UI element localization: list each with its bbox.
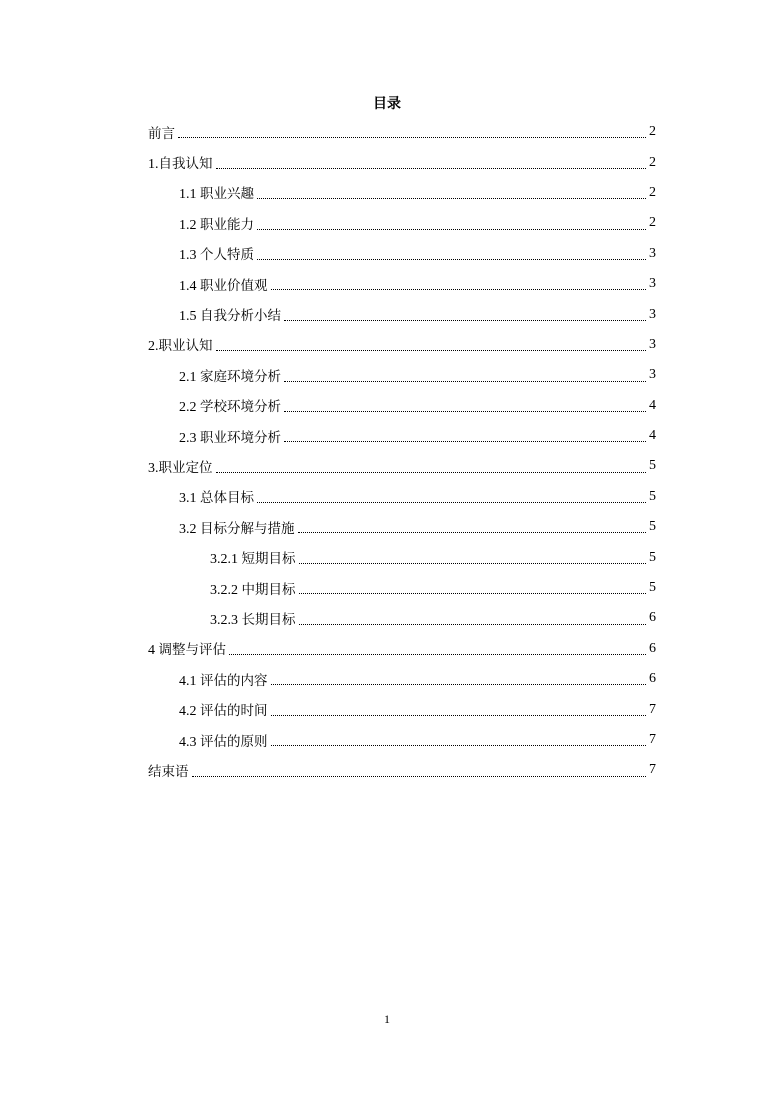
toc-entry-number: 3.2.3 xyxy=(210,612,242,628)
toc-dot-leader xyxy=(299,562,647,564)
toc-dot-leader xyxy=(284,319,646,321)
toc-dot-leader xyxy=(257,197,646,199)
toc-entry-label: 职业定位 xyxy=(158,459,213,476)
toc-entry-page: 6 xyxy=(649,671,656,687)
toc-entry-label: 调整与评估 xyxy=(158,642,226,659)
toc-dot-leader xyxy=(257,258,646,260)
toc-entry-number: 1.3 xyxy=(179,248,200,264)
toc-entry-page: 3 xyxy=(649,367,656,383)
toc-entry-career-environment[interactable] xyxy=(0,421,774,451)
toc-entry-number: 2.3 xyxy=(179,430,200,446)
toc-entry-career-awareness[interactable] xyxy=(0,330,774,360)
toc-entry-number: 2.1 xyxy=(179,369,200,385)
toc-entry-label: 总体目标 xyxy=(200,490,254,507)
toc-dot-leader xyxy=(299,592,647,594)
toc-entry-personal-traits[interactable] xyxy=(0,239,774,269)
toc-entry-label: 中期目标 xyxy=(241,581,296,598)
toc-entry-self-analysis-summary[interactable] xyxy=(0,299,774,329)
toc-entry-conclusion[interactable] xyxy=(0,755,774,785)
toc-dot-leader xyxy=(178,136,646,138)
page-number: 1 xyxy=(384,1012,390,1026)
toc-entry-label: 自我分析小结 xyxy=(200,308,281,325)
toc-entry-number: 1.1 xyxy=(179,187,200,203)
toc-entry-label: 职业认知 xyxy=(158,338,213,355)
toc-dot-leader xyxy=(271,714,647,716)
toc-entry-page: 5 xyxy=(649,549,656,565)
toc-entry-number: 2.2 xyxy=(179,400,200,416)
toc-entry-number: 3.2.1 xyxy=(210,552,242,568)
toc-entry-evaluation-content[interactable] xyxy=(0,664,774,694)
toc-dot-leader xyxy=(229,653,646,655)
toc-entry-preface[interactable] xyxy=(0,117,774,147)
toc-entry-page: 2 xyxy=(649,184,656,200)
toc-entry-page: 5 xyxy=(649,519,656,535)
toc-entry-label: 长期目标 xyxy=(241,611,296,628)
toc-entry-page: 7 xyxy=(649,762,656,778)
toc-entry-career-ability[interactable] xyxy=(0,208,774,238)
toc-entry-label: 学校环境分析 xyxy=(200,399,281,416)
toc-entry-number: 4 xyxy=(148,643,159,659)
toc-entry-page: 2 xyxy=(649,154,656,170)
toc-entry-page: 6 xyxy=(649,640,656,656)
toc-dot-leader xyxy=(271,683,647,685)
toc-dot-leader xyxy=(216,167,647,169)
toc-entry-label: 评估的原则 xyxy=(200,733,268,750)
toc-entry-number: 1.4 xyxy=(179,278,200,294)
toc-entry-short-term-goal[interactable] xyxy=(0,542,774,572)
toc-entry-evaluation-principles[interactable] xyxy=(0,725,774,755)
toc-entry-page: 2 xyxy=(649,215,656,231)
toc-entry-page: 3 xyxy=(649,336,656,352)
toc-dot-leader xyxy=(284,410,646,412)
toc-entry-label: 自我认知 xyxy=(158,156,213,173)
toc-entry-family-environment[interactable] xyxy=(0,360,774,390)
toc-entry-evaluation-time[interactable] xyxy=(0,694,774,724)
toc-entry-overall-goal[interactable] xyxy=(0,482,774,512)
toc-entry-number: 4.2 xyxy=(179,704,200,720)
toc-entry-number: 4.3 xyxy=(179,734,200,750)
toc-entry-page: 2 xyxy=(649,124,656,140)
toc-entry-label: 职业能力 xyxy=(200,216,254,233)
toc-entry-label: 评估的时间 xyxy=(200,703,268,720)
toc-entry-number: 3.2 xyxy=(179,521,200,537)
toc-entry-mid-term-goal[interactable] xyxy=(0,573,774,603)
toc-dot-leader xyxy=(271,288,647,290)
toc-entry-school-environment[interactable] xyxy=(0,391,774,421)
toc-dot-leader xyxy=(257,501,646,503)
toc-dot-leader xyxy=(284,440,646,442)
toc-entry-page: 3 xyxy=(649,306,656,322)
toc-entry-label: 职业价值观 xyxy=(200,277,268,294)
toc-entry-career-positioning[interactable] xyxy=(0,451,774,481)
toc-entry-label: 评估的内容 xyxy=(200,672,268,689)
toc-dot-leader xyxy=(192,775,647,777)
toc-entry-label: 目标分解与措施 xyxy=(200,520,295,537)
toc-entry-page: 3 xyxy=(649,276,656,292)
toc-entry-label: 前言 xyxy=(148,125,175,142)
toc-dot-leader xyxy=(271,744,647,746)
toc-entry-number: 3.2.2 xyxy=(210,582,242,598)
toc-dot-leader xyxy=(216,349,647,351)
toc-entry-goal-breakdown[interactable] xyxy=(0,512,774,542)
table-of-contents xyxy=(0,117,774,786)
toc-entry-label: 短期目标 xyxy=(241,551,296,568)
toc-entry-label: 家庭环境分析 xyxy=(200,368,281,385)
toc-entry-label: 职业兴趣 xyxy=(200,186,254,203)
toc-entry-page: 4 xyxy=(649,397,656,413)
toc-entry-page: 4 xyxy=(649,428,656,444)
toc-entry-label: 职业环境分析 xyxy=(200,429,281,446)
toc-dot-leader xyxy=(216,471,647,473)
toc-dot-leader xyxy=(299,623,647,625)
toc-entry-career-values[interactable] xyxy=(0,269,774,299)
toc-entry-adjustment-evaluation[interactable] xyxy=(0,634,774,664)
toc-entry-career-interest[interactable] xyxy=(0,178,774,208)
toc-entry-page: 7 xyxy=(649,732,656,747)
toc-entry-page: 3 xyxy=(649,245,656,261)
toc-entry-page: 5 xyxy=(649,580,656,596)
toc-entry-self-awareness[interactable] xyxy=(0,147,774,177)
toc-entry-number: 3. xyxy=(148,460,159,476)
toc-entry-page: 7 xyxy=(649,701,656,717)
toc-entry-number: 1. xyxy=(148,157,159,173)
toc-dot-leader xyxy=(298,531,647,533)
toc-entry-label: 个人特质 xyxy=(200,247,254,264)
toc-entry-label: 结束语 xyxy=(148,763,189,780)
toc-entry-page: 6 xyxy=(649,610,656,626)
toc-entry-long-term-goal[interactable] xyxy=(0,603,774,633)
page-title: 目录 xyxy=(373,96,401,112)
toc-entry-number: 4.1 xyxy=(179,673,200,689)
toc-entry-number: 3.1 xyxy=(179,491,200,507)
toc-dot-leader xyxy=(284,380,646,382)
toc-entry-number: 2. xyxy=(148,339,159,355)
toc-entry-page: 5 xyxy=(649,488,656,504)
toc-entry-number: 1.2 xyxy=(179,217,200,233)
toc-entry-number: 1.5 xyxy=(179,309,200,325)
toc-dot-leader xyxy=(257,228,646,230)
toc-entry-page: 5 xyxy=(649,458,656,474)
